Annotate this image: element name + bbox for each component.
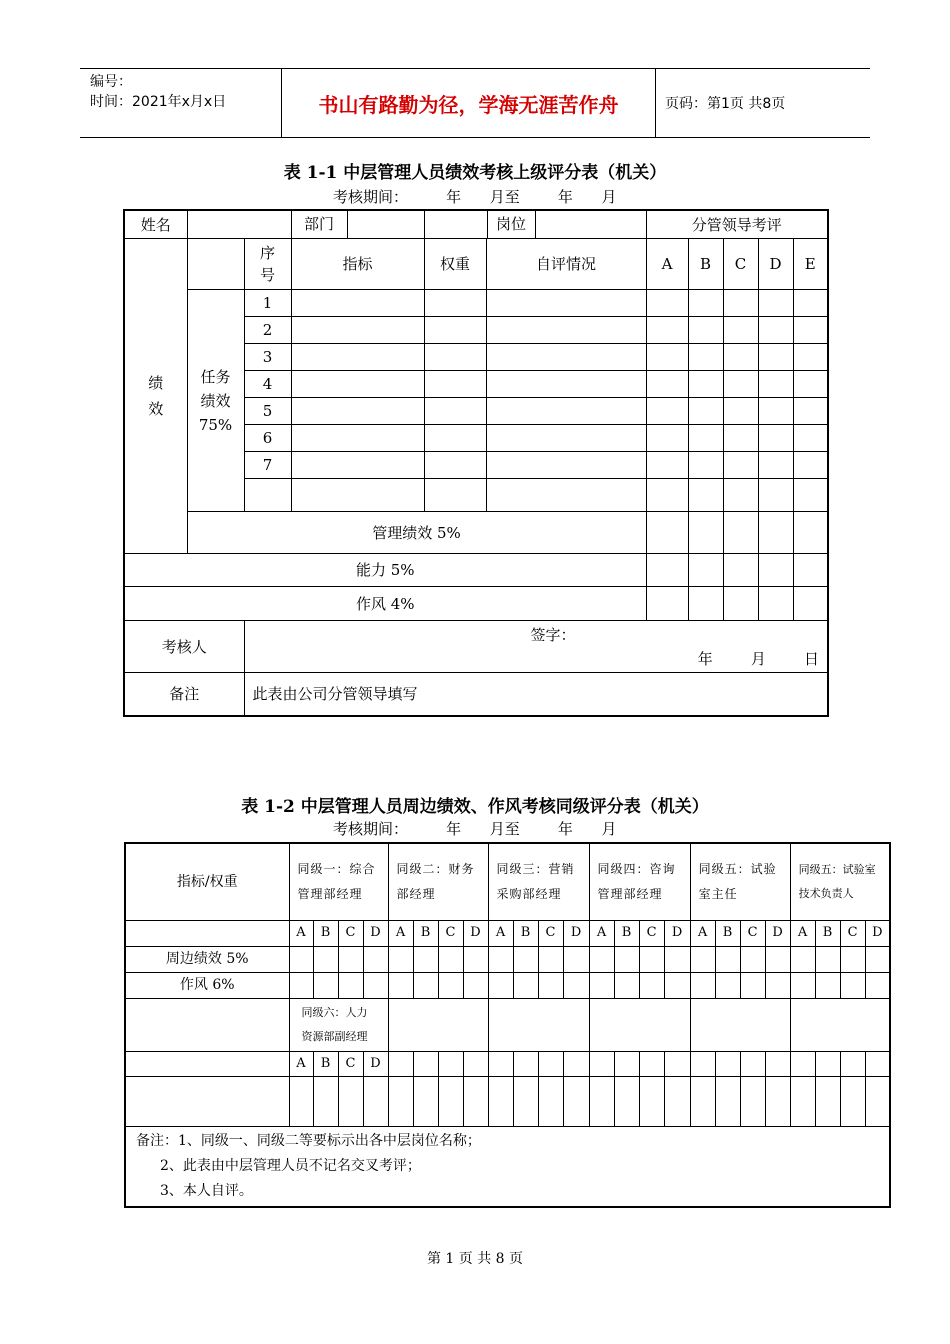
grade-cell[interactable] (646, 398, 688, 425)
grade-a: A (289, 920, 313, 946)
grade-a: A (690, 920, 715, 946)
remark-text: 此表由公司分管领导填写 (244, 673, 828, 716)
grade-cell[interactable] (793, 371, 828, 398)
score-cell[interactable] (463, 1076, 488, 1126)
score-cell[interactable] (740, 946, 765, 972)
grade-cell[interactable] (758, 479, 793, 512)
score-cell[interactable] (363, 972, 388, 998)
grade-e-header: E (793, 239, 828, 290)
header-meta (80, 69, 280, 137)
grade-cell[interactable] (723, 512, 758, 554)
grade-cell[interactable] (646, 371, 688, 398)
doc-number: 编号： (90, 74, 132, 90)
grade-cell[interactable] (688, 479, 723, 512)
weight-cell[interactable] (424, 344, 486, 371)
category-header-blank (187, 239, 244, 290)
grade-cell[interactable] (793, 344, 828, 371)
grade-b: B (513, 920, 538, 946)
grade-cell[interactable] (688, 512, 723, 554)
grade-cell[interactable] (646, 479, 688, 512)
grade-b: B (614, 920, 639, 946)
grade-cell[interactable] (758, 398, 793, 425)
seq-cell: 7 (244, 452, 291, 479)
peer-6b-label: 同级六：人力资源部副经理 (289, 998, 388, 1051)
name-value[interactable] (187, 210, 291, 239)
score-cell[interactable] (563, 972, 589, 998)
grade-cell[interactable] (758, 587, 793, 621)
score-cell[interactable] (538, 1051, 563, 1076)
score-cell[interactable] (614, 972, 639, 998)
seq-cell: 6 (244, 425, 291, 452)
weight-cell[interactable] (424, 452, 486, 479)
peer-2-label: 同级二：财务部经理 (388, 843, 488, 920)
self-eval-header: 自评情况 (486, 239, 646, 290)
weight-cell[interactable] (424, 425, 486, 452)
grade-cell[interactable] (646, 344, 688, 371)
mgmt-perf-label: 管理绩效 5% (187, 512, 646, 554)
score-cell[interactable] (313, 946, 338, 972)
table2-period: 考核期间： 年 月至 年 月 (333, 820, 617, 838)
grade-cell[interactable] (723, 479, 758, 512)
score-cell[interactable] (438, 1076, 463, 1126)
score-cell[interactable] (363, 1076, 388, 1126)
grade-cell[interactable] (758, 317, 793, 344)
blank-cell (125, 920, 289, 946)
grade-c-header: C (723, 239, 758, 290)
score-cell[interactable] (388, 972, 413, 998)
score-cell[interactable] (840, 1076, 865, 1126)
score-cell[interactable] (815, 1076, 840, 1126)
score-cell[interactable] (715, 1076, 740, 1126)
table2-grid (124, 842, 891, 1208)
indicator-cell[interactable] (291, 371, 424, 398)
score-cell[interactable] (765, 972, 790, 998)
score-cell[interactable] (765, 1076, 790, 1126)
peer-1-label: 同级一：综合管理部经理 (289, 843, 388, 920)
grade-cell[interactable] (646, 317, 688, 344)
signature-label: 签字： (530, 626, 576, 644)
score-cell[interactable] (463, 972, 488, 998)
notes-cell (125, 1126, 890, 1207)
grade-cell[interactable] (723, 398, 758, 425)
score-cell[interactable] (614, 946, 639, 972)
grade-b: B (815, 920, 840, 946)
score-cell[interactable] (289, 1076, 313, 1126)
indicator-cell[interactable] (291, 479, 424, 512)
score-cell[interactable] (765, 946, 790, 972)
grade-b: B (313, 1051, 338, 1076)
blank-peer-cell[interactable] (589, 998, 690, 1051)
score-cell[interactable] (413, 1051, 438, 1076)
header-slogan: 书山有路勤为径，学海无涯苦作舟 (281, 69, 656, 137)
score-cell[interactable] (815, 946, 840, 972)
sign-date: 年 月 日 (697, 650, 820, 668)
indicator-cell[interactable] (291, 290, 424, 317)
score-cell[interactable] (790, 972, 815, 998)
grade-a: A (790, 920, 815, 946)
score-cell[interactable] (488, 1051, 513, 1076)
weight-cell[interactable] (424, 398, 486, 425)
post-label: 岗位 (487, 211, 536, 238)
grade-cell[interactable] (758, 512, 793, 554)
leader-eval-label: 分管领导考评 (646, 210, 828, 239)
weight-cell[interactable] (424, 479, 486, 512)
peer-3-label: 同级三：营销采购部经理 (488, 843, 589, 920)
score-cell[interactable] (690, 946, 715, 972)
blank-peer-cell[interactable] (488, 998, 589, 1051)
score-cell[interactable] (538, 1076, 563, 1126)
self-eval-cell[interactable] (486, 398, 646, 425)
self-eval-cell[interactable] (486, 290, 646, 317)
grade-d: D (363, 920, 388, 946)
ability-label: 能力 5% (124, 554, 646, 587)
score-cell[interactable] (790, 1051, 815, 1076)
score-cell[interactable] (815, 1051, 840, 1076)
grade-d: D (865, 920, 890, 946)
grade-cell[interactable] (723, 425, 758, 452)
grade-cell[interactable] (758, 452, 793, 479)
table1-grid (123, 209, 829, 717)
grade-cell[interactable] (758, 554, 793, 587)
grade-cell[interactable] (793, 317, 828, 344)
score-cell[interactable] (589, 972, 614, 998)
grade-cell[interactable] (758, 290, 793, 317)
score-cell[interactable] (639, 1076, 664, 1126)
grade-c: C (740, 920, 765, 946)
grade-cell[interactable] (688, 587, 723, 621)
indicator-header: 指标 (291, 239, 424, 290)
score-cell[interactable] (840, 946, 865, 972)
dept-label: 部门 (292, 211, 348, 238)
grade-cell[interactable] (793, 554, 828, 587)
indicator-cell[interactable] (291, 425, 424, 452)
score-cell[interactable] (840, 1051, 865, 1076)
score-cell[interactable] (715, 972, 740, 998)
score-cell[interactable] (715, 1051, 740, 1076)
style-label: 作风 4% (124, 587, 646, 621)
seq-cell: 5 (244, 398, 291, 425)
score-cell[interactable] (865, 946, 890, 972)
score-cell[interactable] (639, 946, 664, 972)
grade-cell[interactable] (723, 587, 758, 621)
grade-cell[interactable] (793, 425, 828, 452)
score-cell[interactable] (865, 972, 890, 998)
score-cell[interactable] (563, 946, 589, 972)
grade-header-row (125, 1051, 890, 1076)
score-cell[interactable] (664, 1076, 690, 1126)
grade-cell[interactable] (758, 344, 793, 371)
seq-cell (244, 479, 291, 512)
self-eval-cell[interactable] (486, 371, 646, 398)
indicator-cell[interactable] (291, 398, 424, 425)
score-cell[interactable] (815, 972, 840, 998)
score-cell[interactable] (614, 1076, 639, 1126)
task-perf-label: 任务 绩效 75% (187, 290, 244, 512)
score-cell[interactable] (690, 972, 715, 998)
indicator-cell[interactable] (291, 344, 424, 371)
grade-c: C (840, 920, 865, 946)
score-cell[interactable] (338, 946, 363, 972)
grade-cell[interactable] (688, 371, 723, 398)
score-cell[interactable] (125, 1076, 289, 1126)
note-2: 2、此表由中层管理人员不记名交叉考评； (160, 1157, 421, 1174)
grade-c: C (338, 920, 363, 946)
grade-cell[interactable] (688, 452, 723, 479)
score-cell[interactable] (313, 1076, 338, 1126)
score-cell[interactable] (690, 1076, 715, 1126)
table1-period: 考核期间： 年 月至 年 月 (333, 188, 617, 206)
remark-label: 备注 (124, 673, 244, 716)
grade-d-header: D (758, 239, 793, 290)
grade-cell[interactable] (758, 425, 793, 452)
grade-cell[interactable] (646, 554, 688, 587)
score-cell[interactable] (488, 1076, 513, 1126)
table-row (124, 290, 828, 317)
doc-time: 时间：2021年x月x日 (90, 94, 227, 110)
table-row (125, 1076, 890, 1126)
score-cell[interactable] (589, 946, 614, 972)
score-cell[interactable] (313, 972, 338, 998)
score-cell[interactable] (289, 946, 313, 972)
indicator-cell[interactable] (291, 452, 424, 479)
blank-peer-cell[interactable] (388, 998, 488, 1051)
table1-title: 表 1-1 中层管理人员绩效考核上级评分表（机关） (283, 163, 667, 183)
score-cell[interactable] (740, 1051, 765, 1076)
grade-cell[interactable] (793, 479, 828, 512)
grade-cell[interactable] (793, 290, 828, 317)
score-cell[interactable] (413, 946, 438, 972)
grade-a: A (589, 920, 614, 946)
blank-peer-cell[interactable] (690, 998, 790, 1051)
blank-cell (125, 1051, 289, 1076)
self-eval-cell[interactable] (486, 317, 646, 344)
score-cell[interactable] (715, 946, 740, 972)
blank-cell (125, 998, 289, 1051)
weight-cell[interactable] (424, 317, 486, 344)
score-cell[interactable] (664, 1051, 690, 1076)
grade-cell[interactable] (688, 317, 723, 344)
score-cell[interactable] (790, 946, 815, 972)
peer-5-label: 同级五：试验室主任 (690, 843, 790, 920)
grade-cell[interactable] (758, 371, 793, 398)
signature-cell[interactable] (244, 621, 828, 673)
score-cell[interactable] (513, 1051, 538, 1076)
self-eval-cell[interactable] (486, 479, 646, 512)
grade-cell[interactable] (646, 452, 688, 479)
score-cell[interactable] (589, 1051, 614, 1076)
score-cell[interactable] (338, 972, 363, 998)
score-cell[interactable] (513, 1076, 538, 1126)
self-eval-cell[interactable] (486, 344, 646, 371)
grade-cell[interactable] (688, 398, 723, 425)
grade-cell[interactable] (793, 587, 828, 621)
score-cell[interactable] (438, 1051, 463, 1076)
score-cell[interactable] (865, 1076, 890, 1126)
dept-cell (291, 210, 424, 239)
grade-b: B (413, 920, 438, 946)
grade-a: A (388, 920, 413, 946)
score-cell[interactable] (790, 1076, 815, 1126)
score-cell[interactable] (513, 946, 538, 972)
periph-perf-label: 周边绩效 5% (125, 946, 289, 972)
grade-d: D (765, 920, 790, 946)
score-cell[interactable] (338, 1076, 363, 1126)
grade-cell[interactable] (793, 512, 828, 554)
score-cell[interactable] (513, 972, 538, 998)
score-cell[interactable] (388, 1051, 413, 1076)
grade-cell[interactable] (646, 425, 688, 452)
score-cell[interactable] (488, 972, 513, 998)
grade-a-header: A (646, 239, 688, 290)
seq-cell: 4 (244, 371, 291, 398)
score-cell[interactable] (463, 946, 488, 972)
grade-cell[interactable] (688, 344, 723, 371)
score-cell[interactable] (413, 1076, 438, 1126)
grade-cell[interactable] (688, 425, 723, 452)
score-cell[interactable] (664, 946, 690, 972)
grade-c: C (438, 920, 463, 946)
grade-d: D (463, 920, 488, 946)
score-cell[interactable] (413, 972, 438, 998)
score-cell[interactable] (438, 972, 463, 998)
seq-cell: 3 (244, 344, 291, 371)
score-cell[interactable] (563, 1076, 589, 1126)
score-cell[interactable] (740, 1076, 765, 1126)
grade-d: D (563, 920, 589, 946)
grade-d: D (664, 920, 690, 946)
grade-cell[interactable] (646, 290, 688, 317)
blank-peer-cell[interactable] (790, 998, 890, 1051)
score-cell[interactable] (438, 946, 463, 972)
grade-a: A (289, 1051, 313, 1076)
post-value[interactable] (536, 211, 646, 238)
score-cell[interactable] (690, 1051, 715, 1076)
score-cell[interactable] (639, 972, 664, 998)
score-cell[interactable] (765, 1051, 790, 1076)
score-cell[interactable] (538, 946, 563, 972)
grade-cell[interactable] (723, 371, 758, 398)
score-cell[interactable] (563, 1051, 589, 1076)
grade-cell[interactable] (793, 452, 828, 479)
score-cell[interactable] (463, 1051, 488, 1076)
self-eval-cell[interactable] (486, 425, 646, 452)
post-cell (424, 210, 646, 239)
score-cell[interactable] (289, 972, 313, 998)
score-cell[interactable] (614, 1051, 639, 1076)
weight-cell[interactable] (424, 290, 486, 317)
score-cell[interactable] (639, 1051, 664, 1076)
grade-cell[interactable] (723, 452, 758, 479)
note-1: 备注：1、同级一、同级二等要标示出各中层岗位名称； (136, 1132, 481, 1149)
grade-d: D (363, 1051, 388, 1076)
style-row-label: 作风 6% (125, 972, 289, 998)
grade-cell[interactable] (723, 317, 758, 344)
grade-b: B (715, 920, 740, 946)
indicator-cell[interactable] (291, 317, 424, 344)
table-row (125, 972, 890, 998)
score-cell[interactable] (740, 972, 765, 998)
page-header (80, 68, 870, 138)
grade-b-header: B (688, 239, 723, 290)
score-cell[interactable] (388, 1076, 413, 1126)
indicator-weight-label: 指标/权重 (125, 843, 289, 920)
weight-header: 权重 (424, 239, 486, 290)
table-row (125, 946, 890, 972)
grade-cell[interactable] (688, 554, 723, 587)
header-page-info: 页码：第1页 共8页 (665, 96, 786, 112)
name-label: 姓名 (124, 210, 187, 239)
grade-header-row (125, 920, 890, 946)
score-cell[interactable] (488, 946, 513, 972)
grade-cell[interactable] (646, 587, 688, 621)
dept-value[interactable] (348, 211, 424, 238)
seq-cell: 2 (244, 317, 291, 344)
score-cell[interactable] (664, 972, 690, 998)
score-cell[interactable] (865, 1051, 890, 1076)
score-cell[interactable] (363, 946, 388, 972)
grade-c: C (639, 920, 664, 946)
grade-a: A (488, 920, 513, 946)
score-cell[interactable] (589, 1076, 614, 1126)
self-eval-cell[interactable] (486, 452, 646, 479)
score-cell[interactable] (388, 946, 413, 972)
grade-b: B (313, 920, 338, 946)
grade-c: C (538, 920, 563, 946)
peer-6-label: 同级五：试验室技术负责人 (790, 843, 890, 920)
seq-cell: 1 (244, 290, 291, 317)
grade-cell[interactable] (646, 512, 688, 554)
seq-header: 序 号 (244, 239, 291, 290)
grade-c: C (338, 1051, 363, 1076)
assessor-label: 考核人 (124, 621, 244, 673)
note-3: 3、本人自评。 (160, 1182, 253, 1199)
table2-title: 表 1-2 中层管理人员周边绩效、作风考核同级评分表（机关） (241, 797, 709, 817)
weight-cell[interactable] (424, 371, 486, 398)
grade-cell[interactable] (793, 398, 828, 425)
grade-cell[interactable] (723, 290, 758, 317)
grade-cell[interactable] (723, 344, 758, 371)
peer-4-label: 同级四：咨询管理部经理 (589, 843, 690, 920)
score-cell[interactable] (840, 972, 865, 998)
perf-label: 绩 效 (124, 239, 187, 554)
page-footer: 第 1 页 共 8 页 (426, 1251, 524, 1267)
grade-cell[interactable] (723, 554, 758, 587)
score-cell[interactable] (538, 972, 563, 998)
grade-cell[interactable] (688, 290, 723, 317)
